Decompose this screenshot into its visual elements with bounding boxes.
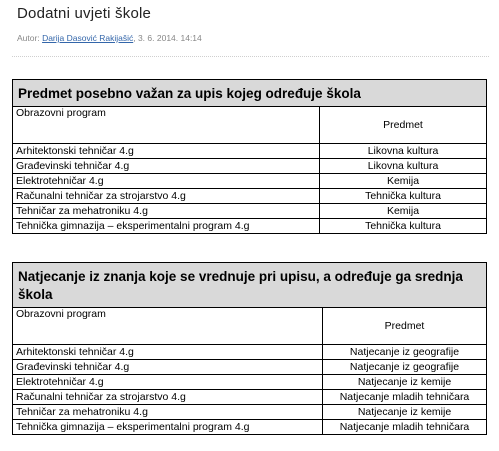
author-link[interactable]: Darija Dasović Rakijašić	[42, 33, 134, 43]
subject-cell: Tehnička kultura	[320, 219, 487, 234]
program-cell: Arhitektonski tehničar 4.g	[13, 144, 320, 159]
subject-cell: Natjecanje iz kemije	[323, 375, 487, 390]
author-prefix: Autor:	[17, 33, 40, 43]
subject-cell: Natjecanje iz geografije	[323, 345, 487, 360]
table-header: Predmet posebno važan za upis kojeg određuje škola	[13, 80, 487, 107]
subject-cell: Natjecanje mladih tehničara	[323, 420, 487, 435]
table-header: Natjecanje iz znanja koje se vrednuje pri upisu, a određuje ga srednja škola	[13, 263, 487, 308]
table-row	[13, 219, 487, 234]
subject-cell: Kemija	[320, 204, 487, 219]
program-cell: Tehnička gimnazija – eksperimentalni program 4.g	[13, 420, 323, 435]
subject-cell: Natjecanje mladih tehničara	[323, 390, 487, 405]
table-row	[13, 345, 487, 360]
table-row	[13, 159, 487, 174]
table-row	[13, 189, 487, 204]
program-cell: Tehničar za mehatroniku 4.g	[13, 405, 323, 420]
column-program: Obrazovni program	[13, 308, 323, 345]
table-row	[13, 390, 487, 405]
table-row	[13, 405, 487, 420]
table-row	[13, 360, 487, 375]
program-cell: Računalni tehničar za strojarstvo 4.g	[13, 390, 323, 405]
column-subject: Predmet	[323, 308, 487, 345]
program-cell: Građevinski tehničar 4.g	[13, 360, 323, 375]
article-meta	[17, 33, 202, 43]
subject-cell: Natjecanje iz kemije	[323, 405, 487, 420]
subject-cell: Likovna kultura	[320, 144, 487, 159]
program-cell: Tehnička gimnazija – eksperimentalni program 4.g	[13, 219, 320, 234]
column-subject: Predmet	[320, 107, 487, 144]
subject-cell: Kemija	[320, 174, 487, 189]
subject-cell: Natjecanje iz geografije	[323, 360, 487, 375]
table-row	[13, 204, 487, 219]
program-cell: Elektrotehničar 4.g	[13, 375, 323, 390]
program-cell: Arhitektonski tehničar 4.g	[13, 345, 323, 360]
program-cell: Tehničar za mehatroniku 4.g	[13, 204, 320, 219]
subject-cell: Tehnička kultura	[320, 189, 487, 204]
program-cell: Računalni tehničar za strojarstvo 4.g	[13, 189, 320, 204]
program-cell: Građevinski tehničar 4.g	[13, 159, 320, 174]
table-row	[13, 174, 487, 189]
table-row	[13, 375, 487, 390]
subject-cell: Likovna kultura	[320, 159, 487, 174]
article-title: Dodatni uvjeti škole	[17, 5, 152, 22]
article-date: , 3. 6. 2014. 14:14	[133, 33, 202, 43]
column-program: Obrazovni program	[13, 107, 320, 144]
header-divider	[12, 56, 489, 57]
table-row	[13, 420, 487, 435]
table-row	[13, 144, 487, 159]
program-cell: Elektrotehničar 4.g	[13, 174, 320, 189]
subject-table	[12, 79, 487, 234]
competition-table	[12, 262, 487, 435]
